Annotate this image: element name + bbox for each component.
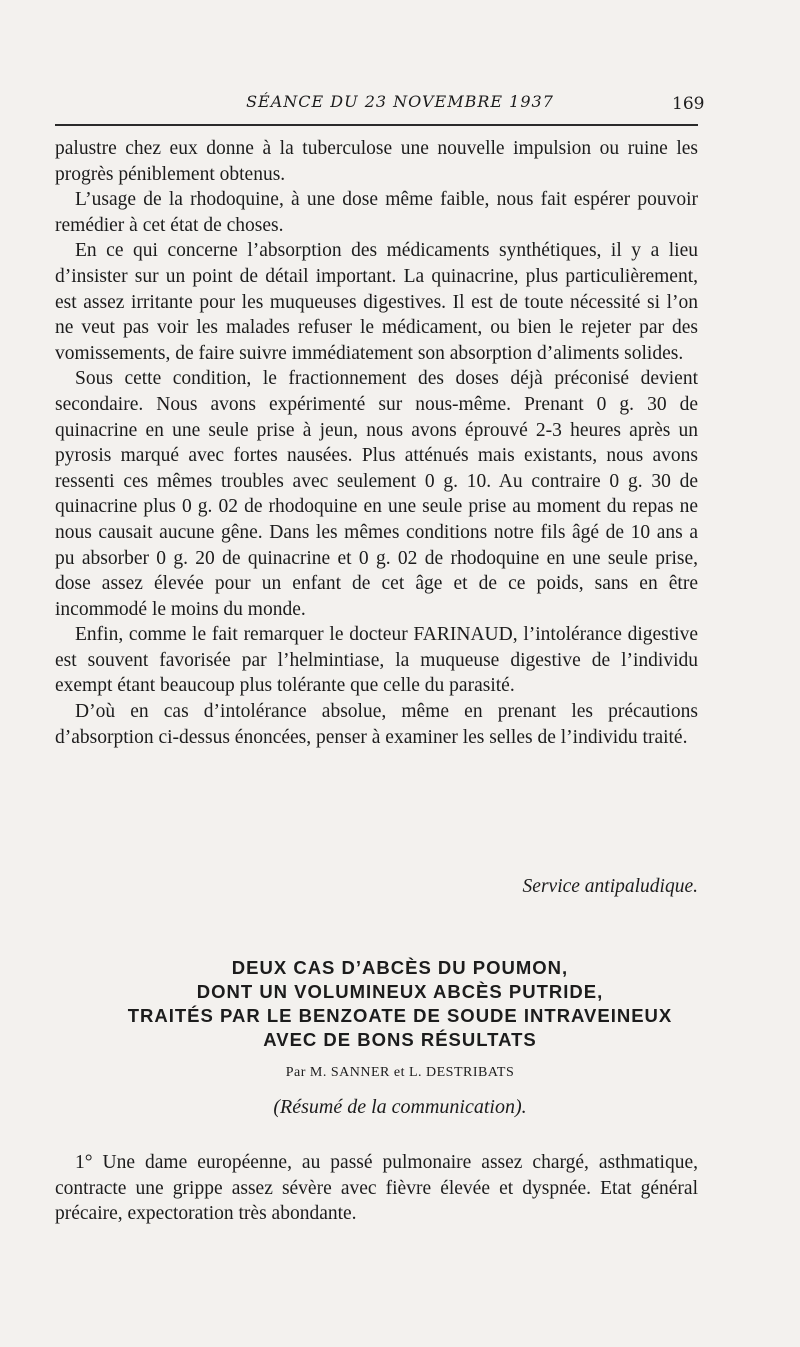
paragraph: En ce qui concerne l’absorption des médicaments synthétiques, il y a lieu d’insister sur un point de détail important. La quinacrine, plus particulièrement, est assez irritante pour les muqueuses digestives. Il est de toute nécessité si l’on ne veut pas voir les malades refuser le médicament, ou bien le rejeter par des vomissements, de faire suivre immédiatement son absorption d’aliments solides.: [55, 240, 698, 364]
page-number: 169: [672, 94, 705, 114]
header-rule: [55, 124, 698, 126]
summary-label: (Résumé de la communication).: [273, 1096, 527, 1118]
title-line: DEUX CAS D’ABCÈS DU POUMON,: [231, 957, 569, 978]
running-title: SÉANCE DU 23 NOVEMBRE 1937: [246, 92, 554, 111]
paragraph: L’usage de la rhodoquine, à une dose même faible, nous fait espérer pouvoir remédier à cet état de choses.: [55, 189, 698, 236]
paragraph: palustre chez eux donne à la tuberculose une nouvelle impulsion ou ruine les progrès péniblement obtenus.: [55, 138, 698, 185]
body-text: [55, 136, 698, 750]
title-line: TRAITÉS PAR LE BENZOATE DE SOUDE INTRAVEINEUX: [127, 1005, 673, 1026]
signature: Service antipaludique.: [522, 876, 698, 897]
article-title: [40, 956, 760, 1052]
title-line: DONT UN VOLUMINEUX ABCÈS PUTRIDE,: [196, 981, 604, 1002]
article-body: [55, 1150, 698, 1227]
paragraph: Enfin, comme le fait remarquer le docteur FARINAUD, l’intolérance digestive est souvent favorisée par l’helmintiase, la muqueuse digestive de l’individu exempt étant beaucoup plus tolérante que celle du parasité.: [55, 624, 698, 697]
paragraph: Sous cette condition, le fractionnement des doses déjà préconisé devient secondaire. Nous avons expérimenté sur nous-même. Prenant 0 g. 30 de quinacrine en une seule prise à jeun, nous avons éprouvé 2-3 heures après un pyrosis marqué avec fortes nausées. Plus atténués mais existants, nous avons ressenti ces mêmes troubles avec seulement 0 g. 10. Au contraire 0 g. 30 de quinacrine plus 0 g. 02 de rhodoquine en une seule prise au moment du repas ne nous causait aucune gêne. Dans les mêmes conditions notre fils âgé de 10 ans a pu absorber 0 g. 20 de quinacrine et 0 g. 02 de rhodoquine en une seule prise, dose assez élevée pour un enfant de cet âge et de ce poids, sans en être incommodé le moins du monde.: [55, 368, 698, 620]
running-head: [0, 92, 800, 122]
paragraph: D’où en cas d’intolérance absolue, même en prenant les précautions d’absorption ci-dessus énoncées, penser à examiner les selles de l’individu traité.: [55, 701, 698, 748]
authors: Par M. SANNER et L. DESTRIBATS: [285, 1065, 515, 1080]
title-line: AVEC DE BONS RÉSULTATS: [263, 1029, 537, 1050]
paragraph: 1° Une dame européenne, au passé pulmonaire assez chargé, asthmatique, contracte une grippe assez sévère avec fièvre élevée et dyspnée. Etat général précaire, expectoration très abondante.: [55, 1152, 698, 1225]
